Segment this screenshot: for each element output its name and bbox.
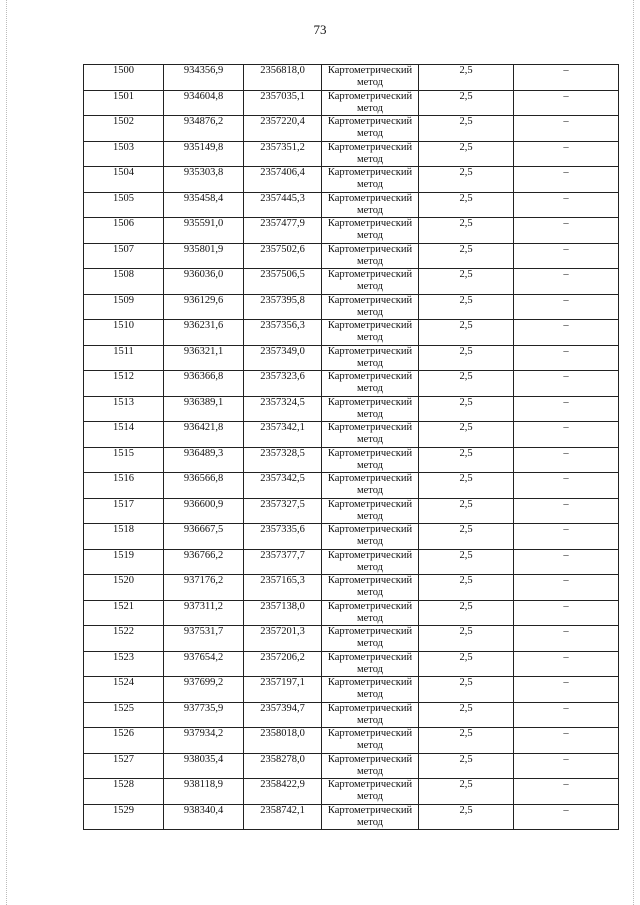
accuracy-cell: 2,5 bbox=[419, 779, 514, 805]
x-coordinate-cell: 937654,2 bbox=[164, 651, 244, 677]
x-coordinate-cell: 937735,9 bbox=[164, 702, 244, 728]
x-coordinate-cell: 938035,4 bbox=[164, 753, 244, 779]
accuracy-cell: 2,5 bbox=[419, 473, 514, 499]
accuracy-cell: 2,5 bbox=[419, 728, 514, 754]
x-coordinate-cell: 934876,2 bbox=[164, 116, 244, 142]
note-cell: – bbox=[514, 549, 619, 575]
table-row bbox=[84, 600, 619, 626]
y-coordinate-cell: 2357394,7 bbox=[244, 702, 322, 728]
point-number-cell: 1528 bbox=[84, 779, 164, 805]
y-coordinate-cell: 2357035,1 bbox=[244, 90, 322, 116]
table-row bbox=[84, 549, 619, 575]
method-cell: Картометрический метод bbox=[322, 524, 419, 550]
method-cell: Картометрический метод bbox=[322, 192, 419, 218]
x-coordinate-cell: 936389,1 bbox=[164, 396, 244, 422]
note-cell: – bbox=[514, 626, 619, 652]
table-row bbox=[84, 498, 619, 524]
y-coordinate-cell: 2357201,3 bbox=[244, 626, 322, 652]
method-cell: Картометрический метод bbox=[322, 90, 419, 116]
point-number-cell: 1505 bbox=[84, 192, 164, 218]
left-scan-edge bbox=[6, 0, 8, 905]
table-row bbox=[84, 218, 619, 244]
accuracy-cell: 2,5 bbox=[419, 294, 514, 320]
note-cell: – bbox=[514, 473, 619, 499]
note-cell: – bbox=[514, 804, 619, 830]
method-cell: Картометрический метод bbox=[322, 65, 419, 91]
method-cell: Картометрический метод bbox=[322, 473, 419, 499]
x-coordinate-cell: 938118,9 bbox=[164, 779, 244, 805]
method-cell: Картометрический метод bbox=[322, 320, 419, 346]
point-number-cell: 1501 bbox=[84, 90, 164, 116]
point-number-cell: 1508 bbox=[84, 269, 164, 295]
x-coordinate-cell: 935458,4 bbox=[164, 192, 244, 218]
coordinates-table bbox=[83, 64, 619, 830]
method-cell: Картометрический метод bbox=[322, 804, 419, 830]
note-cell: – bbox=[514, 651, 619, 677]
y-coordinate-cell: 2358742,1 bbox=[244, 804, 322, 830]
table-row bbox=[84, 396, 619, 422]
point-number-cell: 1524 bbox=[84, 677, 164, 703]
x-coordinate-cell: 937311,2 bbox=[164, 600, 244, 626]
accuracy-cell: 2,5 bbox=[419, 345, 514, 371]
x-coordinate-cell: 936231,6 bbox=[164, 320, 244, 346]
x-coordinate-cell: 936566,8 bbox=[164, 473, 244, 499]
method-cell: Картометрический метод bbox=[322, 779, 419, 805]
point-number-cell: 1507 bbox=[84, 243, 164, 269]
method-cell: Картометрический метод bbox=[322, 702, 419, 728]
y-coordinate-cell: 2357323,6 bbox=[244, 371, 322, 397]
point-number-cell: 1526 bbox=[84, 728, 164, 754]
accuracy-cell: 2,5 bbox=[419, 677, 514, 703]
y-coordinate-cell: 2357324,5 bbox=[244, 396, 322, 422]
y-coordinate-cell: 2357506,5 bbox=[244, 269, 322, 295]
table-row bbox=[84, 677, 619, 703]
table-row bbox=[84, 422, 619, 448]
method-cell: Картометрический метод bbox=[322, 651, 419, 677]
point-number-cell: 1518 bbox=[84, 524, 164, 550]
note-cell: – bbox=[514, 167, 619, 193]
accuracy-cell: 2,5 bbox=[419, 575, 514, 601]
table-row bbox=[84, 243, 619, 269]
accuracy-cell: 2,5 bbox=[419, 422, 514, 448]
point-number-cell: 1523 bbox=[84, 651, 164, 677]
y-coordinate-cell: 2357327,5 bbox=[244, 498, 322, 524]
note-cell: – bbox=[514, 294, 619, 320]
y-coordinate-cell: 2357477,9 bbox=[244, 218, 322, 244]
page-number: 73 bbox=[313, 22, 327, 37]
x-coordinate-cell: 937176,2 bbox=[164, 575, 244, 601]
point-number-cell: 1506 bbox=[84, 218, 164, 244]
point-number-cell: 1529 bbox=[84, 804, 164, 830]
table-row bbox=[84, 524, 619, 550]
table-row bbox=[84, 575, 619, 601]
accuracy-cell: 2,5 bbox=[419, 218, 514, 244]
x-coordinate-cell: 936667,5 bbox=[164, 524, 244, 550]
point-number-cell: 1521 bbox=[84, 600, 164, 626]
method-cell: Картометрический метод bbox=[322, 422, 419, 448]
note-cell: – bbox=[514, 371, 619, 397]
method-cell: Картометрический метод bbox=[322, 498, 419, 524]
y-coordinate-cell: 2357138,0 bbox=[244, 600, 322, 626]
accuracy-cell: 2,5 bbox=[419, 65, 514, 91]
y-coordinate-cell: 2357206,2 bbox=[244, 651, 322, 677]
point-number-cell: 1511 bbox=[84, 345, 164, 371]
y-coordinate-cell: 2357445,3 bbox=[244, 192, 322, 218]
x-coordinate-cell: 937531,7 bbox=[164, 626, 244, 652]
note-cell: – bbox=[514, 447, 619, 473]
method-cell: Картометрический метод bbox=[322, 626, 419, 652]
x-coordinate-cell: 935591,0 bbox=[164, 218, 244, 244]
accuracy-cell: 2,5 bbox=[419, 141, 514, 167]
method-cell: Картометрический метод bbox=[322, 549, 419, 575]
accuracy-cell: 2,5 bbox=[419, 192, 514, 218]
note-cell: – bbox=[514, 345, 619, 371]
point-number-cell: 1509 bbox=[84, 294, 164, 320]
y-coordinate-cell: 2357197,1 bbox=[244, 677, 322, 703]
x-coordinate-cell: 935149,8 bbox=[164, 141, 244, 167]
y-coordinate-cell: 2358422,9 bbox=[244, 779, 322, 805]
point-number-cell: 1502 bbox=[84, 116, 164, 142]
x-coordinate-cell: 938340,4 bbox=[164, 804, 244, 830]
x-coordinate-cell: 934604,8 bbox=[164, 90, 244, 116]
method-cell: Картометрический метод bbox=[322, 753, 419, 779]
y-coordinate-cell: 2357356,3 bbox=[244, 320, 322, 346]
note-cell: – bbox=[514, 192, 619, 218]
table-row bbox=[84, 116, 619, 142]
note-cell: – bbox=[514, 269, 619, 295]
y-coordinate-cell: 2357406,4 bbox=[244, 167, 322, 193]
accuracy-cell: 2,5 bbox=[419, 269, 514, 295]
y-coordinate-cell: 2357342,5 bbox=[244, 473, 322, 499]
table-row bbox=[84, 371, 619, 397]
table-row bbox=[84, 804, 619, 830]
note-cell: – bbox=[514, 65, 619, 91]
point-number-cell: 1512 bbox=[84, 371, 164, 397]
y-coordinate-cell: 2357165,3 bbox=[244, 575, 322, 601]
x-coordinate-cell: 936321,1 bbox=[164, 345, 244, 371]
table-row bbox=[84, 473, 619, 499]
x-coordinate-cell: 936036,0 bbox=[164, 269, 244, 295]
y-coordinate-cell: 2357349,0 bbox=[244, 345, 322, 371]
table-row bbox=[84, 779, 619, 805]
note-cell: – bbox=[514, 677, 619, 703]
y-coordinate-cell: 2358018,0 bbox=[244, 728, 322, 754]
accuracy-cell: 2,5 bbox=[419, 90, 514, 116]
accuracy-cell: 2,5 bbox=[419, 320, 514, 346]
table-row bbox=[84, 447, 619, 473]
method-cell: Картометрический метод bbox=[322, 677, 419, 703]
y-coordinate-cell: 2357328,5 bbox=[244, 447, 322, 473]
y-coordinate-cell: 2357395,8 bbox=[244, 294, 322, 320]
table-body bbox=[84, 65, 619, 830]
accuracy-cell: 2,5 bbox=[419, 116, 514, 142]
table-row bbox=[84, 728, 619, 754]
accuracy-cell: 2,5 bbox=[419, 243, 514, 269]
table-row bbox=[84, 753, 619, 779]
point-number-cell: 1514 bbox=[84, 422, 164, 448]
x-coordinate-cell: 935303,8 bbox=[164, 167, 244, 193]
y-coordinate-cell: 2357377,7 bbox=[244, 549, 322, 575]
x-coordinate-cell: 936766,2 bbox=[164, 549, 244, 575]
accuracy-cell: 2,5 bbox=[419, 167, 514, 193]
note-cell: – bbox=[514, 702, 619, 728]
method-cell: Картометрический метод bbox=[322, 269, 419, 295]
y-coordinate-cell: 2357335,6 bbox=[244, 524, 322, 550]
method-cell: Картометрический метод bbox=[322, 396, 419, 422]
method-cell: Картометрический метод bbox=[322, 167, 419, 193]
table-row bbox=[84, 320, 619, 346]
x-coordinate-cell: 935801,9 bbox=[164, 243, 244, 269]
method-cell: Картометрический метод bbox=[322, 600, 419, 626]
method-cell: Картометрический метод bbox=[322, 294, 419, 320]
method-cell: Картометрический метод bbox=[322, 116, 419, 142]
accuracy-cell: 2,5 bbox=[419, 600, 514, 626]
point-number-cell: 1527 bbox=[84, 753, 164, 779]
method-cell: Картометрический метод bbox=[322, 575, 419, 601]
point-number-cell: 1503 bbox=[84, 141, 164, 167]
x-coordinate-cell: 936489,3 bbox=[164, 447, 244, 473]
point-number-cell: 1513 bbox=[84, 396, 164, 422]
x-coordinate-cell: 937699,2 bbox=[164, 677, 244, 703]
accuracy-cell: 2,5 bbox=[419, 804, 514, 830]
note-cell: – bbox=[514, 116, 619, 142]
note-cell: – bbox=[514, 779, 619, 805]
table-row bbox=[84, 167, 619, 193]
note-cell: – bbox=[514, 396, 619, 422]
table-row bbox=[84, 269, 619, 295]
table-row bbox=[84, 702, 619, 728]
method-cell: Картометрический метод bbox=[322, 728, 419, 754]
accuracy-cell: 2,5 bbox=[419, 498, 514, 524]
note-cell: – bbox=[514, 524, 619, 550]
table-row bbox=[84, 345, 619, 371]
y-coordinate-cell: 2358278,0 bbox=[244, 753, 322, 779]
accuracy-cell: 2,5 bbox=[419, 702, 514, 728]
note-cell: – bbox=[514, 753, 619, 779]
method-cell: Картометрический метод bbox=[322, 345, 419, 371]
method-cell: Картометрический метод bbox=[322, 371, 419, 397]
table-row bbox=[84, 192, 619, 218]
table-row bbox=[84, 90, 619, 116]
y-coordinate-cell: 2357351,2 bbox=[244, 141, 322, 167]
point-number-cell: 1522 bbox=[84, 626, 164, 652]
accuracy-cell: 2,5 bbox=[419, 447, 514, 473]
note-cell: – bbox=[514, 575, 619, 601]
note-cell: – bbox=[514, 320, 619, 346]
note-cell: – bbox=[514, 498, 619, 524]
x-coordinate-cell: 936129,6 bbox=[164, 294, 244, 320]
accuracy-cell: 2,5 bbox=[419, 371, 514, 397]
accuracy-cell: 2,5 bbox=[419, 524, 514, 550]
table-row bbox=[84, 651, 619, 677]
point-number-cell: 1519 bbox=[84, 549, 164, 575]
accuracy-cell: 2,5 bbox=[419, 549, 514, 575]
method-cell: Картометрический метод bbox=[322, 218, 419, 244]
accuracy-cell: 2,5 bbox=[419, 651, 514, 677]
point-number-cell: 1504 bbox=[84, 167, 164, 193]
x-coordinate-cell: 936421,8 bbox=[164, 422, 244, 448]
y-coordinate-cell: 2357502,6 bbox=[244, 243, 322, 269]
x-coordinate-cell: 936600,9 bbox=[164, 498, 244, 524]
x-coordinate-cell: 937934,2 bbox=[164, 728, 244, 754]
y-coordinate-cell: 2357342,1 bbox=[244, 422, 322, 448]
y-coordinate-cell: 2356818,0 bbox=[244, 65, 322, 91]
note-cell: – bbox=[514, 600, 619, 626]
accuracy-cell: 2,5 bbox=[419, 753, 514, 779]
method-cell: Картометрический метод bbox=[322, 447, 419, 473]
method-cell: Картометрический метод bbox=[322, 141, 419, 167]
point-number-cell: 1517 bbox=[84, 498, 164, 524]
note-cell: – bbox=[514, 218, 619, 244]
right-scan-edge bbox=[633, 0, 635, 905]
y-coordinate-cell: 2357220,4 bbox=[244, 116, 322, 142]
x-coordinate-cell: 936366,8 bbox=[164, 371, 244, 397]
x-coordinate-cell: 934356,9 bbox=[164, 65, 244, 91]
point-number-cell: 1515 bbox=[84, 447, 164, 473]
note-cell: – bbox=[514, 90, 619, 116]
table-row bbox=[84, 65, 619, 91]
point-number-cell: 1500 bbox=[84, 65, 164, 91]
note-cell: – bbox=[514, 243, 619, 269]
note-cell: – bbox=[514, 141, 619, 167]
accuracy-cell: 2,5 bbox=[419, 396, 514, 422]
point-number-cell: 1516 bbox=[84, 473, 164, 499]
note-cell: – bbox=[514, 728, 619, 754]
accuracy-cell: 2,5 bbox=[419, 626, 514, 652]
note-cell: – bbox=[514, 422, 619, 448]
table-row bbox=[84, 141, 619, 167]
method-cell: Картометрический метод bbox=[322, 243, 419, 269]
table-row bbox=[84, 294, 619, 320]
point-number-cell: 1525 bbox=[84, 702, 164, 728]
point-number-cell: 1510 bbox=[84, 320, 164, 346]
point-number-cell: 1520 bbox=[84, 575, 164, 601]
table-row bbox=[84, 626, 619, 652]
